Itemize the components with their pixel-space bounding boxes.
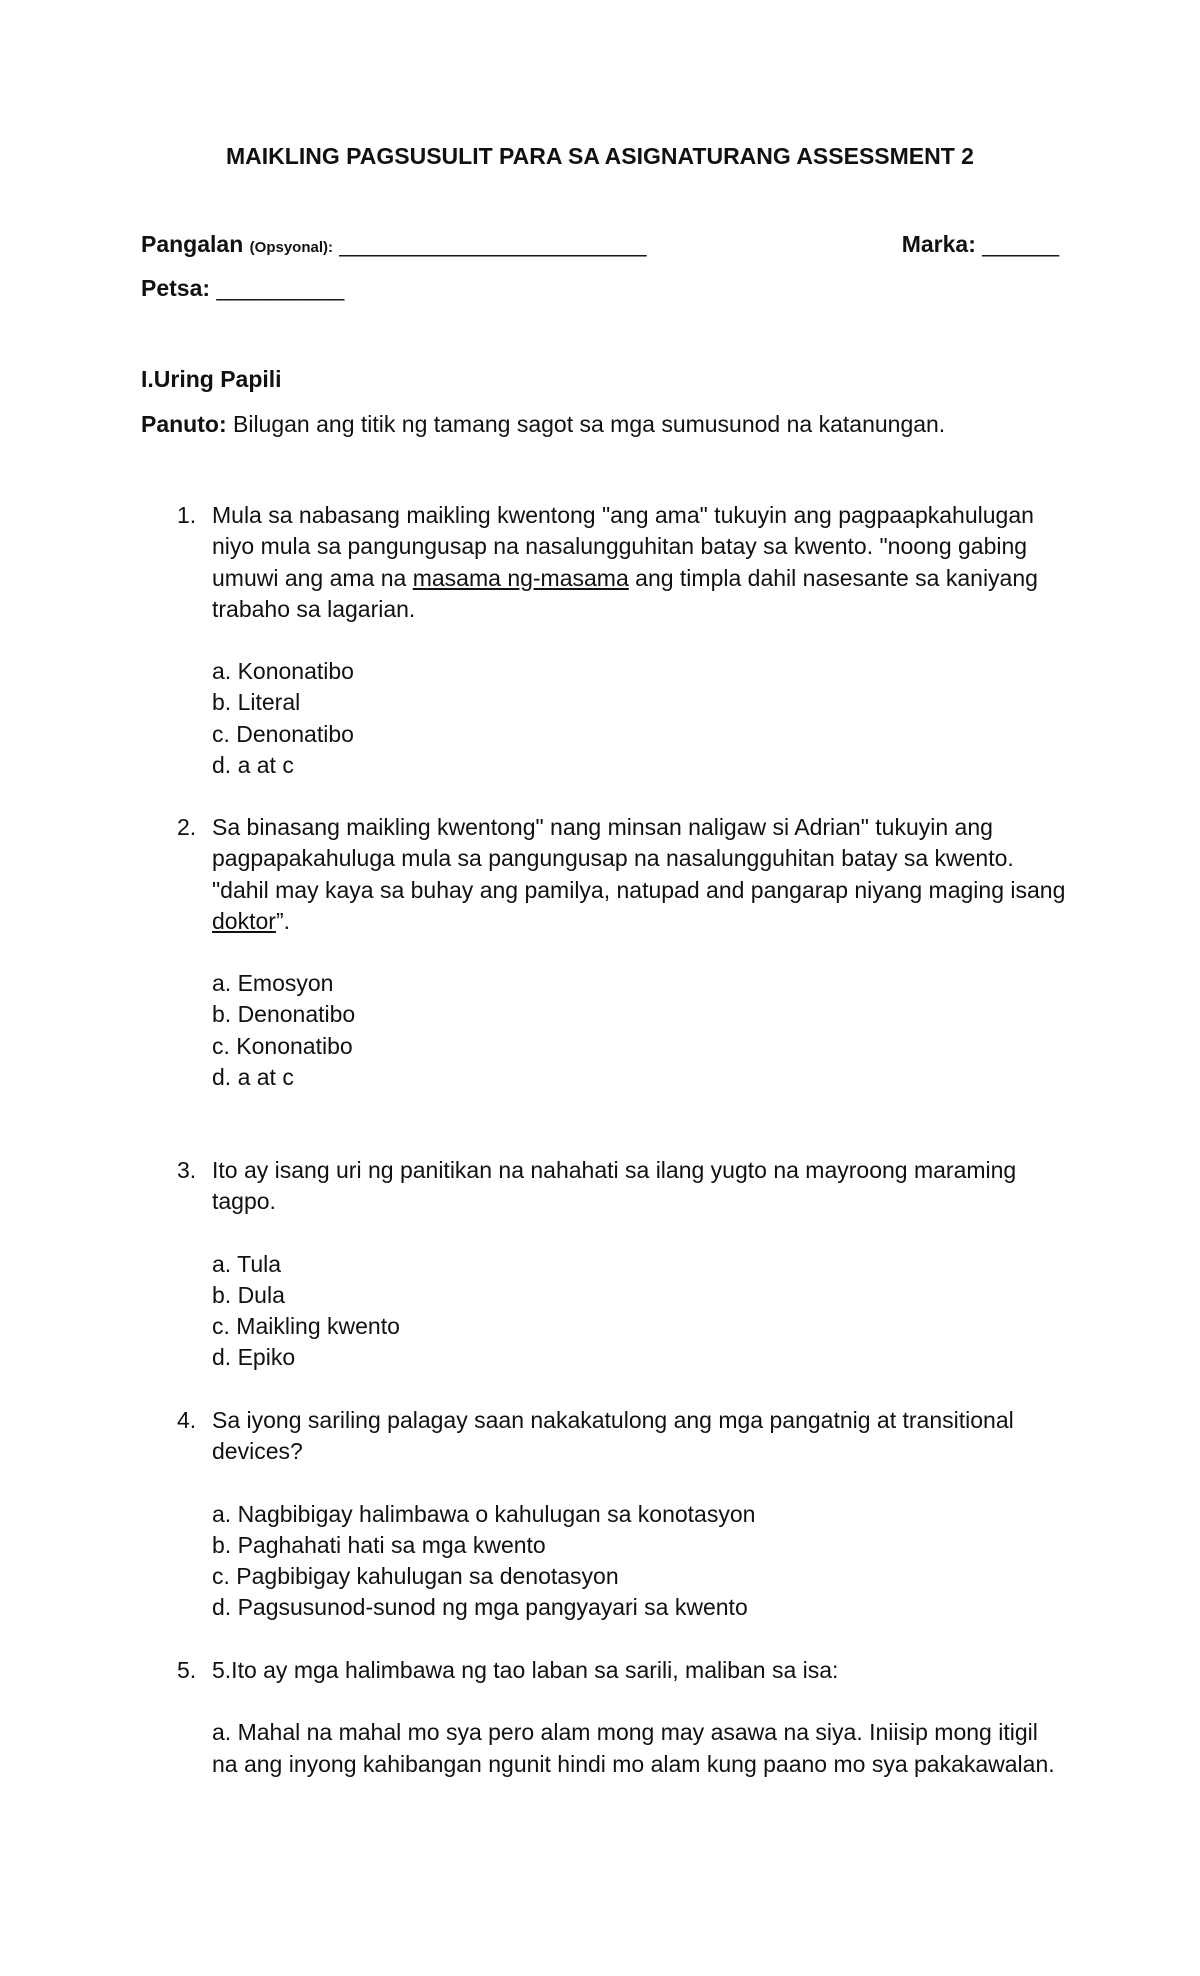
instruction-label: Panuto: (141, 411, 227, 437)
name-score-row (141, 231, 1059, 258)
question-number: 3. (177, 1157, 197, 1183)
date-label: Petsa: (141, 275, 211, 301)
date-row (141, 275, 1059, 302)
option-a[interactable]: a. Kononatibo (212, 658, 354, 685)
section-title: I.Uring Papili (141, 366, 282, 392)
option-b[interactable]: b. Denonatibo (212, 1001, 356, 1028)
answer-options (212, 656, 1066, 781)
option-d[interactable]: d. Epiko (212, 1344, 296, 1371)
answer-options (212, 1717, 1066, 1780)
score-blank: ______ (982, 231, 1059, 257)
option-c[interactable]: c. Pagbibigay kahulugan sa denotasyon (212, 1563, 619, 1590)
option-a[interactable]: a. Emosyon (212, 970, 334, 997)
name-blank: ________________________ (339, 231, 647, 257)
option-a[interactable]: a. Mahal na mahal mo sya pero alam mong may asawa na siya. Iniisip mong itigil na ang inyong kahibangan ngunit hindi mo alam kung paano mo sya pakakawalan. (212, 1719, 1055, 1777)
instruction-text: Bilugan ang titik ng tamang sagot sa mga sumusunod na katanungan. (226, 411, 946, 437)
option-d[interactable]: d. Pagsusunod-sunod ng mga pangyayari sa kwento (212, 1594, 748, 1621)
question-1 (141, 500, 1066, 781)
underlined-phrase: doktor (212, 907, 276, 934)
option-a[interactable]: a. Nagbibigay halimbawa o kahulugan sa konotasyon (212, 1500, 756, 1527)
question-text (212, 500, 1066, 625)
option-c[interactable]: c. Maikling kwento (212, 1313, 400, 1340)
answer-options (212, 1499, 1066, 1624)
score-field (902, 231, 1059, 258)
answer-options (212, 968, 1066, 1093)
option-b[interactable]: b. Dula (212, 1281, 285, 1308)
option-c[interactable]: c. Kononatibo (212, 1032, 353, 1059)
question-number: 1. (177, 502, 197, 528)
question-number: 5. (177, 1657, 197, 1683)
answer-options (212, 1249, 1066, 1374)
underlined-phrase: masama ng-masama (412, 564, 629, 591)
option-d[interactable]: d. a at c (212, 752, 294, 779)
instruction (141, 411, 945, 438)
option-a[interactable]: a. Tula (212, 1250, 282, 1277)
date-blank: __________ (216, 275, 345, 301)
question-text (212, 812, 1066, 937)
question-number: 2. (177, 814, 197, 840)
option-c[interactable]: c. Denonatibo (212, 720, 354, 747)
question-text: 5.Ito ay mga halimbawa ng tao laban sa sarili, maliban sa isa: (212, 1657, 839, 1683)
score-label: Marka: (901, 231, 976, 257)
question-4 (141, 1405, 1066, 1624)
question-3 (141, 1155, 1066, 1374)
question-text-part: Mula sa nabasang maikling kwentong "ang ama" tukuyin ang pagpaapkahulugan niyo mula sa pangungusap na nasalungguhitan batay sa kwento. "noong gabing umuwi ang ama na (212, 502, 1034, 591)
question-2 (141, 812, 1066, 1093)
name-optional-note: (Opsyonal): (249, 239, 333, 256)
quiz-title: MAIKLING PAGSUSULIT PARA SA ASIGNATURANG ASSESSMENT 2 (226, 143, 974, 169)
question-5 (141, 1655, 1066, 1780)
option-b[interactable]: b. Paghahati hati sa mga kwento (212, 1531, 546, 1558)
question-text-part: Sa binasang maikling kwentong" nang minsan naligaw si Adrian" tukuyin ang pagpapakahuluga mula sa pangungusap na nasalungguhitan batay sa kwento. "dahil may kaya sa buhay ang pamilya, natupad and pangarap niyang maging isang (212, 814, 1066, 903)
question-number: 4. (177, 1407, 197, 1433)
name-label: Pangalan (141, 231, 244, 257)
question-text-part: ”. (275, 907, 290, 934)
option-d[interactable]: d. a at c (212, 1064, 294, 1091)
question-text-part: ang timpla dahil nasesante sa kaniyang trabaho sa lagarian. (212, 564, 1038, 622)
option-b[interactable]: b. Literal (212, 689, 301, 716)
question-text: Sa iyong sariling palagay saan nakakatulong ang mga pangatnig at transitional devices? (212, 1407, 1014, 1465)
question-text: Ito ay isang uri ng panitikan na nahahati sa ilang yugto na mayroong maraming tagpo. (212, 1157, 1017, 1215)
